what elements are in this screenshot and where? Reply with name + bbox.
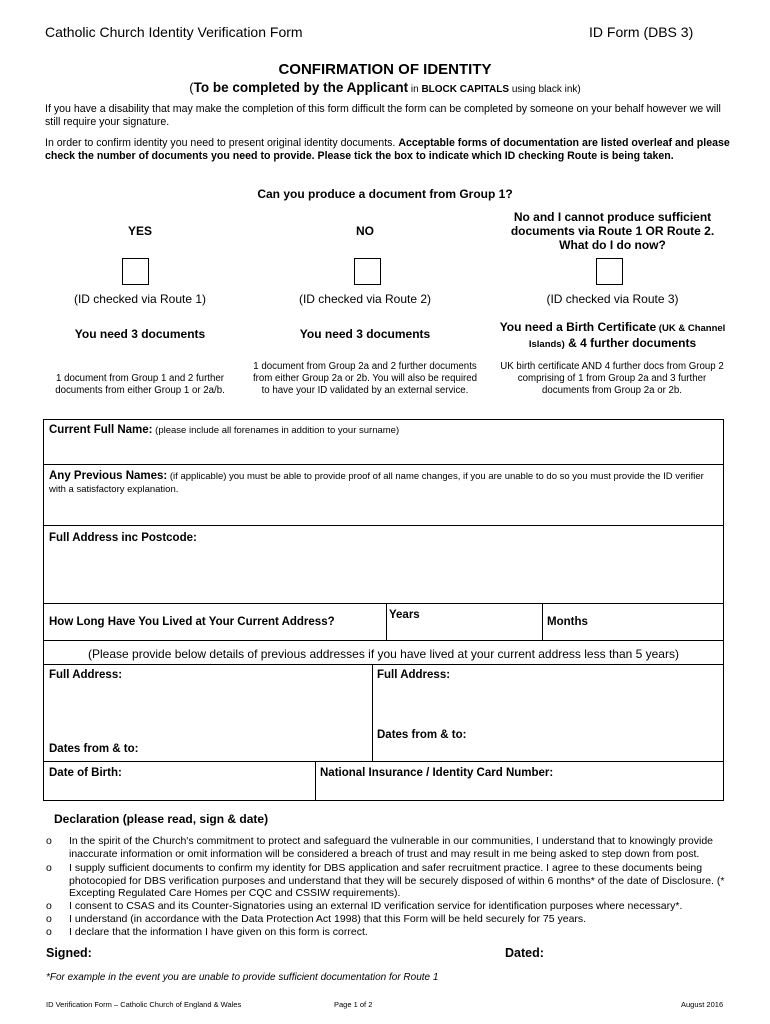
list-bullet: o: [46, 926, 52, 938]
years-field[interactable]: Years: [389, 609, 420, 621]
route-2-need: You need 3 documents: [299, 327, 431, 341]
page-number: Page 1 of 2: [334, 1000, 373, 1009]
current-full-name-field[interactable]: Current Full Name: (please include all forenames in addition to your surname): [49, 424, 400, 436]
route-3-description: UK birth certificate AND 4 further docs from Group 2 comprising of 1 from Group 2a and 3 further documents from Group 2a or 2b.: [500, 361, 724, 396]
footnote: *For example in the event you are unable to provide sufficient documentation for Route 1: [46, 972, 439, 983]
route-3-heading: No and I cannot produce sufficient documents via Route 1 OR Route 2. What do I do now?: [510, 210, 715, 252]
page-title: CONFIRMATION OF IDENTITY: [278, 61, 492, 78]
declaration-item-3: I consent to CSAS and its Counter-Signatories using an external ID verification service for identification purposes where necessary*.: [69, 900, 683, 912]
dates-from-to-1-field[interactable]: Dates from & to:: [49, 743, 139, 755]
declaration-item-5: I declare that the information I have given on this form is correct.: [69, 926, 368, 938]
route-2-heading: NO: [356, 224, 374, 238]
form-header-title: Catholic Church Identity Verification Form: [45, 24, 303, 40]
route-2-checkbox[interactable]: [354, 258, 381, 285]
list-bullet: o: [46, 913, 52, 925]
route-3-checkbox[interactable]: [596, 258, 623, 285]
group1-question: Can you produce a document from Group 1?: [257, 187, 513, 201]
ni-number-field[interactable]: National Insurance / Identity Card Number:: [320, 767, 554, 779]
route-1-description: 1 document from Group 1 and 2 further documents from either Group 1 or 2a/b.: [55, 373, 225, 396]
how-long-label: How Long Have You Lived at Your Current Address?: [49, 616, 335, 628]
previous-address-2-field[interactable]: Full Address:: [377, 669, 451, 681]
dates-from-to-2-field[interactable]: Dates from & to:: [377, 729, 467, 741]
route-2-checked-via: (ID checked via Route 2): [298, 292, 432, 306]
page-subtitle: (To be completed by the Applicant in BLOCK CAPITALS using black ink): [189, 80, 581, 95]
footer-left: ID Verification Form – Catholic Church of England & Wales: [46, 1000, 242, 1009]
signed-field[interactable]: Signed:: [46, 946, 92, 960]
intro-paragraph-2: In order to confirm identity you need to present original identity documents. Acceptable forms of documentation are listed overleaf and please check the number of documents you need to provide. Please tick the box to indicate which ID checking Route is being taken.: [45, 137, 730, 162]
previous-names-field[interactable]: Any Previous Names: (if applicable) you must be able to provide proof of all name changes, if you are unable to do so you must provide the ID verifier with a satisfactory explanation.: [49, 470, 704, 495]
list-bullet: o: [46, 862, 52, 874]
intro-paragraph-1: If you have a disability that may make the completion of this form difficult the form can be completed by someone on your behalf however we will still require your signature.: [45, 103, 721, 128]
declaration-item-2: I supply sufficient documents to confirm my identity for DBS application and safer recruitment practice. I agree to these documents being photocopied for DBS verification purposes and understand that they will be securely disposed of within 6 months* of the date of Disclosure. (* Excepting Regulated Care Homes per CQC and CSSIW requirements).: [69, 862, 725, 899]
date-of-birth-field[interactable]: Date of Birth:: [49, 767, 122, 779]
declaration-item-1: In the spirit of the Church's commitment to protect and safeguard the vulnerable in our communities, I understand that to knowingly provide inaccurate information or omit information will be considered a breach of trust and may result in me being asked to step down from post.: [69, 835, 714, 860]
route-1-checkbox[interactable]: [122, 258, 149, 285]
route-1-checked-via: (ID checked via Route 1): [73, 292, 207, 306]
declaration-heading: Declaration (please read, sign & date): [54, 812, 269, 826]
months-field[interactable]: Months: [547, 616, 588, 628]
declaration-item-4: I understand (in accordance with the Data Protection Act 1998) that this Form will be held securely for 75 years.: [69, 913, 587, 925]
footer-date: August 2016: [681, 1000, 724, 1009]
previous-addresses-note: (Please provide below details of previous addresses if you have lived at your current address less than 5 years): [88, 647, 679, 661]
route-3-need: You need a Birth Certificate (UK & Channel Islands) & 4 further documents: [499, 320, 726, 350]
route-2-description: 1 document from Group 2a and 2 further documents from either Group 2a or 2b. You will also be required to have your ID validated by an external service.: [252, 361, 478, 396]
list-bullet: o: [46, 835, 52, 847]
route-1-need: You need 3 documents: [74, 327, 206, 341]
route-1-heading: YES: [127, 224, 152, 238]
list-bullet: o: [46, 900, 52, 912]
full-address-postcode-field[interactable]: Full Address inc Postcode:: [49, 532, 197, 544]
route-3-checked-via: (ID checked via Route 3): [546, 292, 679, 306]
form-header-code: ID Form (DBS 3): [589, 24, 694, 40]
dated-field[interactable]: Dated:: [505, 946, 544, 960]
previous-address-1-field[interactable]: Full Address:: [49, 669, 123, 681]
